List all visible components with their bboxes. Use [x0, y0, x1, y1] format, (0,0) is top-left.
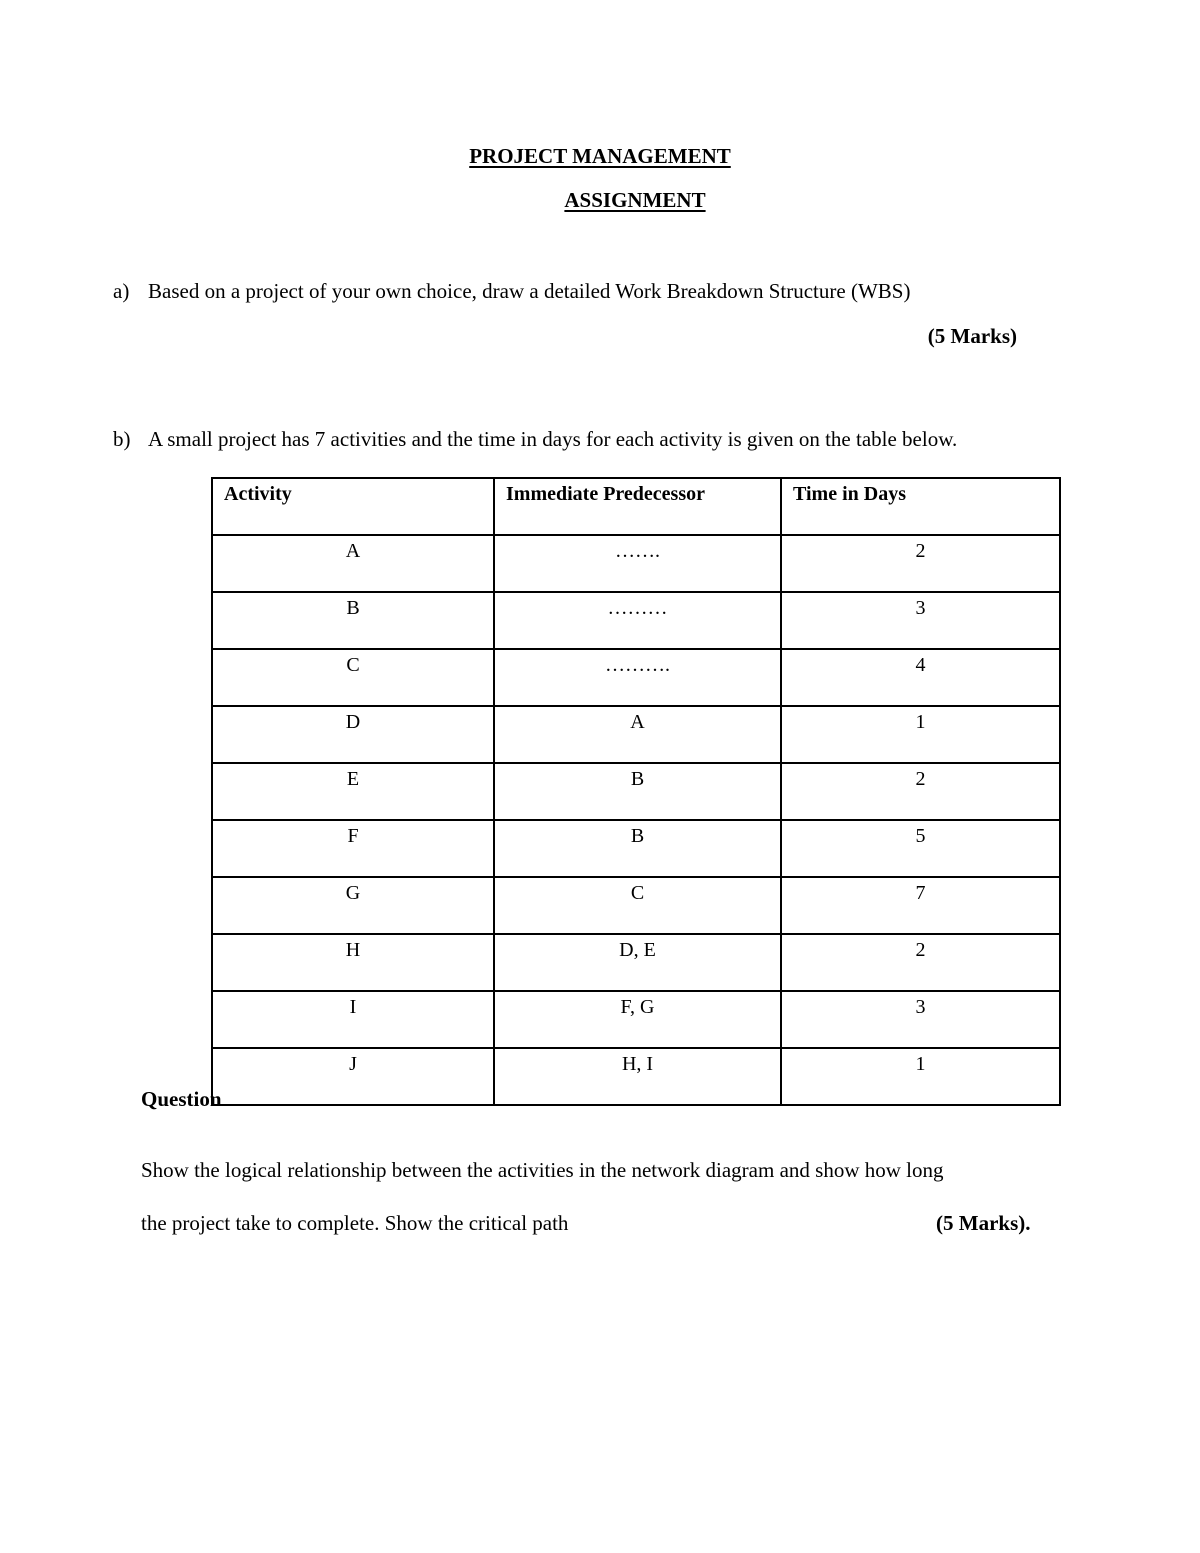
document-subtitle: ASSIGNMENT: [564, 188, 706, 212]
activity-cell: C: [212, 649, 494, 706]
table-header-row: [212, 478, 1060, 535]
table-row: [212, 991, 1060, 1048]
table-row: [212, 592, 1060, 649]
table-row: [212, 1048, 1060, 1105]
question-a-letter: a): [113, 279, 130, 303]
table-row: [212, 649, 1060, 706]
time-cell: 2: [781, 934, 1060, 991]
question-a-text: Based on a project of your own choice, draw a detailed Work Breakdown Structure (WBS): [148, 279, 911, 303]
document-title: PROJECT MANAGEMENT: [469, 144, 731, 168]
question-body-line-1: Show the logical relationship between the activities in the network diagram and show how long: [141, 1158, 944, 1182]
activity-cell: A: [212, 535, 494, 592]
question-b-marks: (5 Marks).: [936, 1211, 1031, 1235]
activity-cell: B: [212, 592, 494, 649]
predecessor-cell: B: [494, 820, 781, 877]
predecessor-cell: H, I: [494, 1048, 781, 1105]
time-cell: 1: [781, 706, 1060, 763]
time-cell: 4: [781, 649, 1060, 706]
predecessor-cell: B: [494, 763, 781, 820]
question-a-marks: (5 Marks): [927, 324, 1017, 348]
predecessor-cell: A: [494, 706, 781, 763]
activity-cell: D: [212, 706, 494, 763]
question-heading: Question: [141, 1087, 222, 1111]
time-cell: 3: [781, 592, 1060, 649]
time-cell: 1: [781, 1048, 1060, 1105]
activity-cell: H: [212, 934, 494, 991]
predecessor-cell: D, E: [494, 934, 781, 991]
time-cell: 2: [781, 535, 1060, 592]
table-row: [212, 763, 1060, 820]
table-row: [212, 706, 1060, 763]
predecessor-cell: ………: [494, 592, 781, 649]
activity-cell: G: [212, 877, 494, 934]
predecessor-cell: …….: [494, 535, 781, 592]
activity-table: [211, 477, 1061, 1106]
time-cell: 5: [781, 820, 1060, 877]
header-time-in-days: Time in Days: [781, 478, 1060, 535]
question-b-text: A small project has 7 activities and the time in days for each activity is given on the table below.: [148, 427, 958, 451]
time-cell: 7: [781, 877, 1060, 934]
time-cell: 3: [781, 991, 1060, 1048]
activity-cell: E: [212, 763, 494, 820]
predecessor-cell: C: [494, 877, 781, 934]
table-row: [212, 535, 1060, 592]
table-row: [212, 877, 1060, 934]
time-cell: 2: [781, 763, 1060, 820]
activity-cell: F: [212, 820, 494, 877]
activity-cell: J: [212, 1048, 494, 1105]
predecessor-cell: ……….: [494, 649, 781, 706]
activity-cell: I: [212, 991, 494, 1048]
table-row: [212, 934, 1060, 991]
header-activity: Activity: [212, 478, 494, 535]
question-b-letter: b): [113, 427, 131, 451]
question-body-line-2: the project take to complete. Show the critical path: [141, 1211, 569, 1235]
predecessor-cell: F, G: [494, 991, 781, 1048]
table-row: [212, 820, 1060, 877]
header-immediate-predecessor: Immediate Predecessor: [494, 478, 781, 535]
